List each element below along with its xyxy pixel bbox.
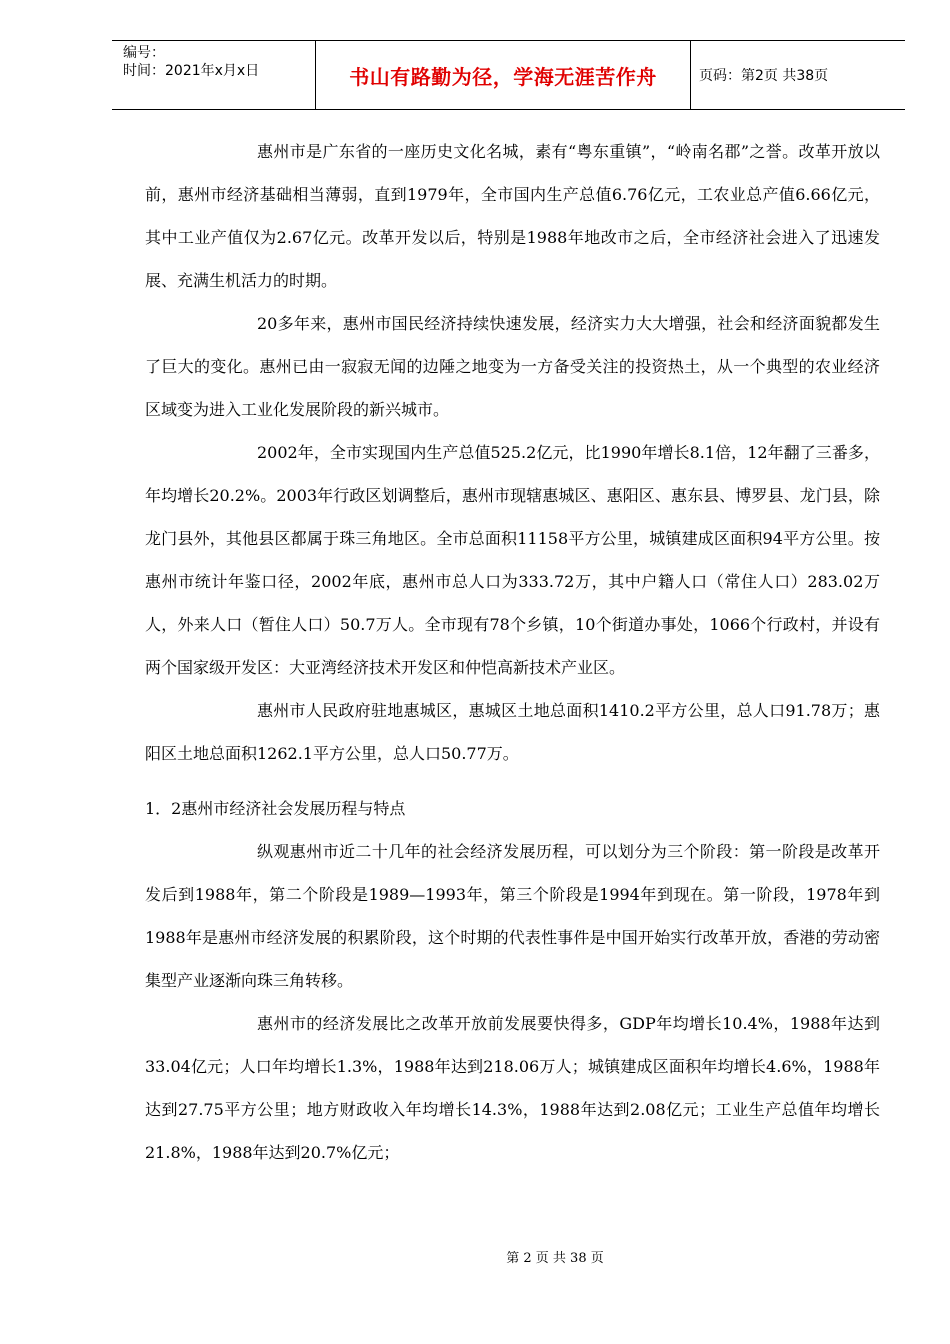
paragraph: 2002年，全市实现国内生产总值525.2亿元，比1990年增长8.1倍，12年翻了三番多，年均增长20.2%。2003年行政区划调整后，惠州市现辖惠城区、惠阳区、惠东县、博罗县、龙门县，除龙门县外，其他县区都属于珠三角地区。全市总面积11158平方公里，城镇建成区面积94平方公里。按惠州市统计年鉴口径，2002年底，惠州市总人口为333.72万，其中户籍人口（常住人口）283.02万人，外来人口（暂住人口）50.7万人。全市现有78个乡镇，10个街道办事处，1066个行政村，并设有两个国家级开发区：大亚湾经济技术开发区和仲恺高新技术产业区。 bbox=[145, 443, 880, 677]
header-meta bbox=[112, 41, 316, 109]
page-footer: 第 2 页 共 38 页 bbox=[506, 1251, 604, 1266]
header-page-info: 页码：第2页 共38页 bbox=[699, 68, 829, 84]
number-label: 编号： bbox=[123, 45, 165, 61]
paragraph: 纵观惠州市近二十几年的社会经济发展历程，可以划分为三个阶段：第一阶段是改革开发后到1988年，第二个阶段是1989—1993年，第三个阶段是1994年到现在。第一阶段，1978年到1988年是惠州市经济发展的积累阶段，这个时期的代表性事件是中国开始实行改革开放，香港的劳动密集型产业逐渐向珠三角转移。 bbox=[145, 842, 880, 990]
section-heading: 1．2惠州市经济社会发展历程与特点 bbox=[145, 799, 406, 818]
document-body bbox=[145, 130, 880, 1174]
paragraph: 惠州市的经济发展比之改革开放前发展要快得多，GDP年均增长10.4%，1988年达到33.04亿元；人口年均增长1.3%，1988年达到218.06万人；城镇建成区面积年均增长4.6%，1988年达到27.75平方公里；地方财政收入年均增长14.3%，1988年达到2.08亿元；工业生产总值年均增长21.8%，1988年达到20.7%亿元； bbox=[145, 1014, 880, 1162]
page-header bbox=[112, 40, 905, 110]
paragraph: 20多年来，惠州市国民经济持续快速发展，经济实力大大增强，社会和经济面貌都发生了巨大的变化。惠州已由一寂寂无闻的边陲之地变为一方备受关注的投资热土，从一个典型的农业经济区域变为进入工业化发展阶段的新兴城市。 bbox=[145, 314, 880, 419]
paragraph: 惠州市人民政府驻地惠城区，惠城区土地总面积1410.2平方公里，总人口91.78万；惠阳区土地总面积1262.1平方公里，总人口50.77万。 bbox=[145, 701, 880, 763]
time-label: 时间：2021年x月x日 bbox=[123, 63, 260, 79]
header-motto: 书山有路勤为径，学海无涯苦作舟 bbox=[316, 41, 691, 109]
paragraph: 惠州市是广东省的一座历史文化名城，素有“粤东重镇”，“岭南名郡”之誉。改革开放以前，惠州市经济基础相当薄弱，直到1979年，全市国内生产总值6.76亿元，工农业总产值6.66亿元，其中工业产值仅为2.67亿元。改革开发以后，特别是1988年地改市之后，全市经济社会进入了迅速发展、充满生机活力的时期。 bbox=[145, 142, 880, 290]
